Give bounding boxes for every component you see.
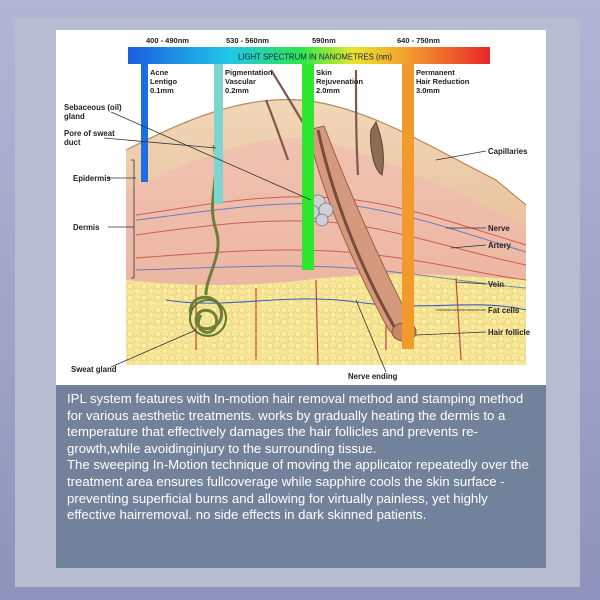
skin-diagram-svg <box>56 30 546 385</box>
band-range-orange: 640 - 750nm <box>397 36 440 45</box>
label-nerve-ending: Nerve ending <box>348 372 398 381</box>
label-nerve: Nerve <box>488 224 510 233</box>
caption-paragraph-2: The sweeping In-Motion technique of moving the applicator repeatedly over the treatment area ensures fullcoverage while sapphire cools the skin surface -preventing superficial burns and allowing for virtually painless, yet highly effective hairremoval. no side effects in dark skinned patients. <box>67 457 529 523</box>
label-epidermis: Epidermis <box>73 174 111 183</box>
band-range-blue: 400 - 490nm <box>146 36 189 45</box>
cyan-penetration-beam <box>214 64 223 204</box>
label-sebaceous-gland: Sebaceous (oil) gland <box>64 103 122 121</box>
description-caption <box>56 385 546 568</box>
skin-diagram <box>56 30 546 385</box>
label-sweat-gland: Sweat gland <box>71 365 117 374</box>
green-penetration-beam <box>302 64 314 270</box>
band-label-orange: Permanent Hair Reduction 3.0mm <box>416 68 470 95</box>
band-label-blue: Acne Lentigo 0.1mm <box>150 68 178 95</box>
skin-tissue <box>126 70 526 365</box>
label-fat-cells: Fat cells <box>488 306 520 315</box>
spectrum-title: LIGHT SPECTRUM IN NANOMETRES (nm) <box>237 52 393 62</box>
label-hair-follicle: Hair follicle <box>488 328 531 337</box>
orange-penetration-beam <box>402 64 414 349</box>
label-capillaries: Capillaries <box>488 147 528 156</box>
blue-penetration-beam <box>141 64 148 182</box>
band-label-cyan: Pigmentation Vascular 0.2mm <box>225 68 273 95</box>
label-sweat-pore: Pore of sweat duct <box>64 129 115 147</box>
caption-paragraph-1: IPL system features with In-motion hair removal method and stamping method for various aesthetic treatments. works by gradually heating the dermis to a temperature that effectively damages the hair follicles and prevents re-growth,while avoidinginjury to the surrounding tissue. <box>67 391 524 456</box>
label-dermis: Dermis <box>73 223 100 232</box>
band-range-cyan: 530 - 560nm <box>226 36 269 45</box>
band-range-green: 590nm <box>312 36 336 45</box>
label-vein: Vein <box>488 280 505 289</box>
label-artery: Artery <box>488 241 511 250</box>
band-label-green: Skin Rejuvenation 2.0mm <box>316 68 364 95</box>
